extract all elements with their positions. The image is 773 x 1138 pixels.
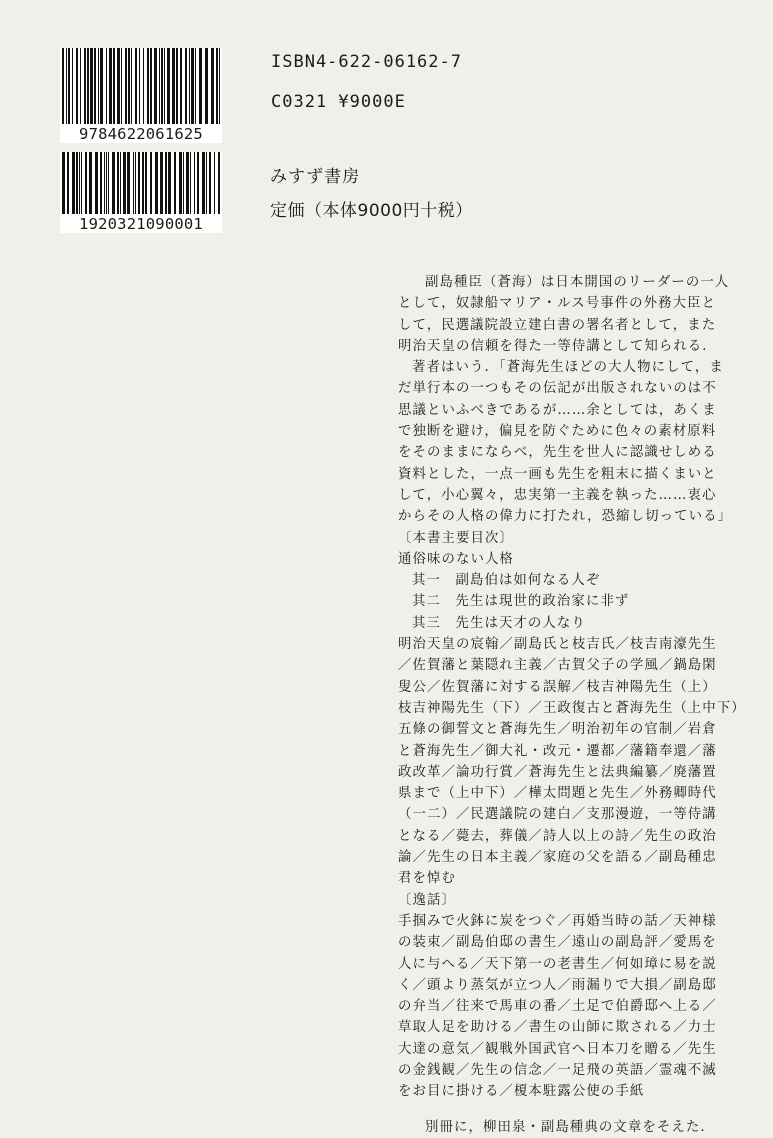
blurb-line: して，民選議院設立建白書の署名者として，また	[398, 317, 717, 333]
barcode-bar	[143, 48, 144, 124]
barcode-bar	[76, 152, 78, 214]
barcode-bar	[68, 48, 70, 124]
episodes-line: 大達の意気／観戦外国武官へ日本刀を贈る／先生	[398, 1041, 717, 1057]
barcode-bar	[167, 48, 170, 124]
blurb-line: として，奴隷船マリア・ルス号事件の外務大臣と	[398, 296, 717, 312]
barcode-bar	[81, 152, 82, 214]
barcode-bar	[180, 48, 182, 124]
barcode-bar	[79, 152, 80, 214]
barcode-bar	[145, 152, 147, 214]
barcode-bar	[94, 48, 96, 124]
barcode-bar	[123, 152, 126, 214]
episodes-line: の弁当／往来で馬車の番／土足で伯爵邸へ上る／	[398, 999, 717, 1015]
isbn-code: ISBN4-622-06162-7	[271, 52, 462, 72]
isbn-barcode	[60, 48, 222, 143]
contents-line: と蒼海先生／御大礼・改元・遷都／藩籍奉還／藩	[398, 743, 717, 759]
barcode-bar	[183, 152, 184, 214]
barcode-bar	[72, 152, 75, 214]
barcode-bar	[214, 152, 215, 214]
contents-subitem: 其一 副島伯は如何なる人ぞ	[412, 573, 601, 589]
isbn-barcode-digits: 9784622061625	[79, 125, 203, 143]
episodes-line: 人に与へる／天下第一の老書生／何如璋に易を説	[398, 956, 717, 972]
barcode-bar	[117, 48, 120, 124]
contents-item: 通俗味のない人格	[398, 551, 514, 567]
barcode-bar	[80, 48, 81, 124]
episodes-line: の装束／副島伯邸の書生／遠山の副島評／愛馬を	[398, 935, 717, 951]
barcode-bar	[133, 152, 134, 214]
barcode-bar	[112, 152, 115, 214]
barcode-bar	[189, 48, 190, 124]
episodes-line: 草取人足を助ける／書生の山師に欺される／力士	[398, 1020, 717, 1036]
blurb-line: 著者はいう．「蒼海先生ほどの大人物にして，ま	[412, 360, 724, 376]
barcode-bar	[135, 152, 136, 214]
barcode-bar	[108, 152, 109, 214]
book-description	[398, 272, 746, 1138]
contents-heading: 〔本書主要目次〕	[398, 530, 514, 546]
barcode-bar	[154, 48, 157, 124]
barcode-bar	[117, 152, 119, 214]
barcode-bar	[131, 48, 132, 124]
barcode-bar	[100, 48, 103, 124]
blurb-line: で独断を避け，偏見を防ぐために色々の素材原料	[398, 424, 717, 440]
price-barcode-bars	[60, 152, 222, 214]
barcode-bar	[62, 152, 65, 214]
barcode-bar	[165, 152, 167, 214]
barcode-bar	[106, 48, 107, 124]
barcode-bar	[209, 152, 211, 214]
barcode-bar	[186, 152, 189, 214]
barcode-bar	[160, 152, 163, 214]
barcode-bar	[76, 48, 78, 124]
barcode-bar	[138, 152, 140, 214]
barcode-bar	[72, 48, 73, 124]
barcode-bar	[168, 152, 171, 214]
contents-line: ／佐賀藩と葉隠れ主義／古賀父子の学風／鍋島閑	[398, 658, 717, 674]
barcode-bar	[90, 48, 93, 124]
barcode-bar	[120, 152, 121, 214]
barcode-bar	[89, 152, 92, 214]
price-barcode	[60, 152, 222, 233]
barcode-bar	[195, 48, 196, 124]
barcode-bar	[206, 152, 207, 214]
barcode-bar	[185, 48, 187, 124]
blurb-line: 思議といふべきであるが……余としては，あくま	[398, 402, 717, 418]
barcode-bar	[179, 152, 182, 214]
barcode-bar	[128, 48, 130, 124]
barcode-bar	[176, 48, 178, 124]
barcode-bar	[95, 152, 98, 214]
barcode-bar	[159, 48, 160, 124]
barcode-bar	[113, 48, 115, 124]
barcode-bar	[67, 152, 69, 214]
contents-subitem: 其二 先生は現世的政治家に非ず	[412, 594, 630, 610]
barcode-bar	[150, 152, 152, 214]
barcode-bar	[155, 152, 158, 214]
barcode-bar	[98, 48, 99, 124]
blurb-line: だ単行本の一つもその伝記が出版されないのは不	[398, 381, 717, 397]
barcode-bar	[202, 152, 205, 214]
blurb-line: 明治天皇の信頼を得た一等侍講として知られる．	[398, 338, 717, 354]
blurb-line: をそのままにならべ，先生を世人に認識せしめる	[398, 445, 717, 461]
barcode-bar	[161, 48, 163, 124]
contents-line: 論／先生の日本主義／家庭の父を語る／副島種忠	[398, 850, 717, 866]
barcode-bar	[197, 152, 199, 214]
barcode-bar	[199, 48, 202, 124]
contents-line: 政改革／論功行賞／蒼海先生と法典編纂／廃藩置	[398, 764, 717, 780]
contents-line: 県まで（上中下）／樺太問題と先生／外務卿時代	[398, 786, 717, 802]
contents-line: 明治天皇の宸翰／副島氏と枝吉氏／枝吉南濠先生	[398, 637, 717, 653]
barcode-bar	[106, 152, 107, 214]
barcode-bar	[84, 48, 86, 124]
barcode-bar	[104, 152, 105, 214]
blurb-line: 資料とした，一点一画も先生を粗末に描くまいと	[398, 466, 717, 482]
episodes-line: の金銭観／先生の信念／一足飛の英語／霊魂不滅	[398, 1062, 717, 1078]
barcode-bar	[211, 48, 214, 124]
barcode-bar	[190, 152, 191, 214]
isbn-barcode-bars	[60, 48, 222, 124]
barcode-bar	[139, 48, 140, 124]
barcode-bar	[62, 48, 64, 124]
barcode-bar	[100, 152, 102, 214]
blurb-line: して，小心翼々，忠実第一主義を執った……衷心	[398, 487, 717, 503]
barcode-bar	[164, 48, 165, 124]
barcode-bar	[205, 48, 208, 124]
episodes-heading: 〔逸話〕	[398, 892, 456, 908]
barcode-bar	[125, 48, 127, 124]
barcode-bar	[147, 48, 149, 124]
contents-line: 枝吉神陽先生（下）／王政復古と蒼海先生（上中下）	[398, 700, 746, 716]
blurb-line: 副島種臣（蒼海）は日本開国のリーダーの一人	[425, 275, 730, 290]
contents-line: 五條の御誓文と蒼海先生／明治初年の官制／岩倉	[398, 722, 717, 738]
blurb-line: からその人格の偉力に打たれ，恐縮し切っている」	[398, 509, 733, 525]
barcode-bar	[109, 48, 112, 124]
barcode-bar	[191, 48, 194, 124]
barcode-bar	[121, 48, 122, 124]
barcode-bar	[127, 152, 130, 214]
barcode-bar	[218, 152, 220, 214]
closing-note: 別冊に，柳田泉・副島種典の文章をそえた．	[425, 1119, 715, 1135]
contents-line: （一二）／民選議院の建白／支那漫遊，一等侍講	[398, 807, 717, 823]
episodes-line: 手掴みで火鉢に炭をつぐ／再婚当時の話／天神様	[398, 913, 717, 929]
contents-line: となる／薨去，葬儀／詩人以上の詩／先生の政治	[398, 828, 717, 844]
price-barcode-digits: 1920321090001	[79, 215, 203, 233]
price-label: 定価（本体9000円十税）	[270, 201, 473, 221]
episodes-line: をお目に掛ける／榎本駐露公使の手紙	[398, 1084, 645, 1100]
price-code: C0321 ¥9000E	[271, 92, 406, 112]
episodes-line: く／頭より蒸気が立つ人／雨漏りで大損／副島邸	[398, 977, 717, 993]
contents-subitem: 其三 先生は天才の人なり	[412, 615, 586, 631]
barcode-bar	[150, 48, 152, 124]
barcode-bar	[87, 48, 89, 124]
barcode-bar	[216, 48, 218, 124]
barcode-bar	[194, 152, 195, 214]
barcode-bar	[172, 48, 175, 124]
contents-line: 君を悼む	[398, 871, 456, 887]
barcode-bar	[85, 152, 87, 214]
barcode-bar	[142, 152, 144, 214]
publisher-name: みすず書房	[270, 167, 361, 187]
barcode-bar	[66, 48, 67, 124]
barcode-bar	[174, 152, 176, 214]
barcode-bar	[135, 48, 137, 124]
barcode-bar	[219, 48, 220, 124]
contents-line: 叟公／佐賀藩に対する誤解／枝吉神陽先生（上）	[398, 679, 717, 695]
